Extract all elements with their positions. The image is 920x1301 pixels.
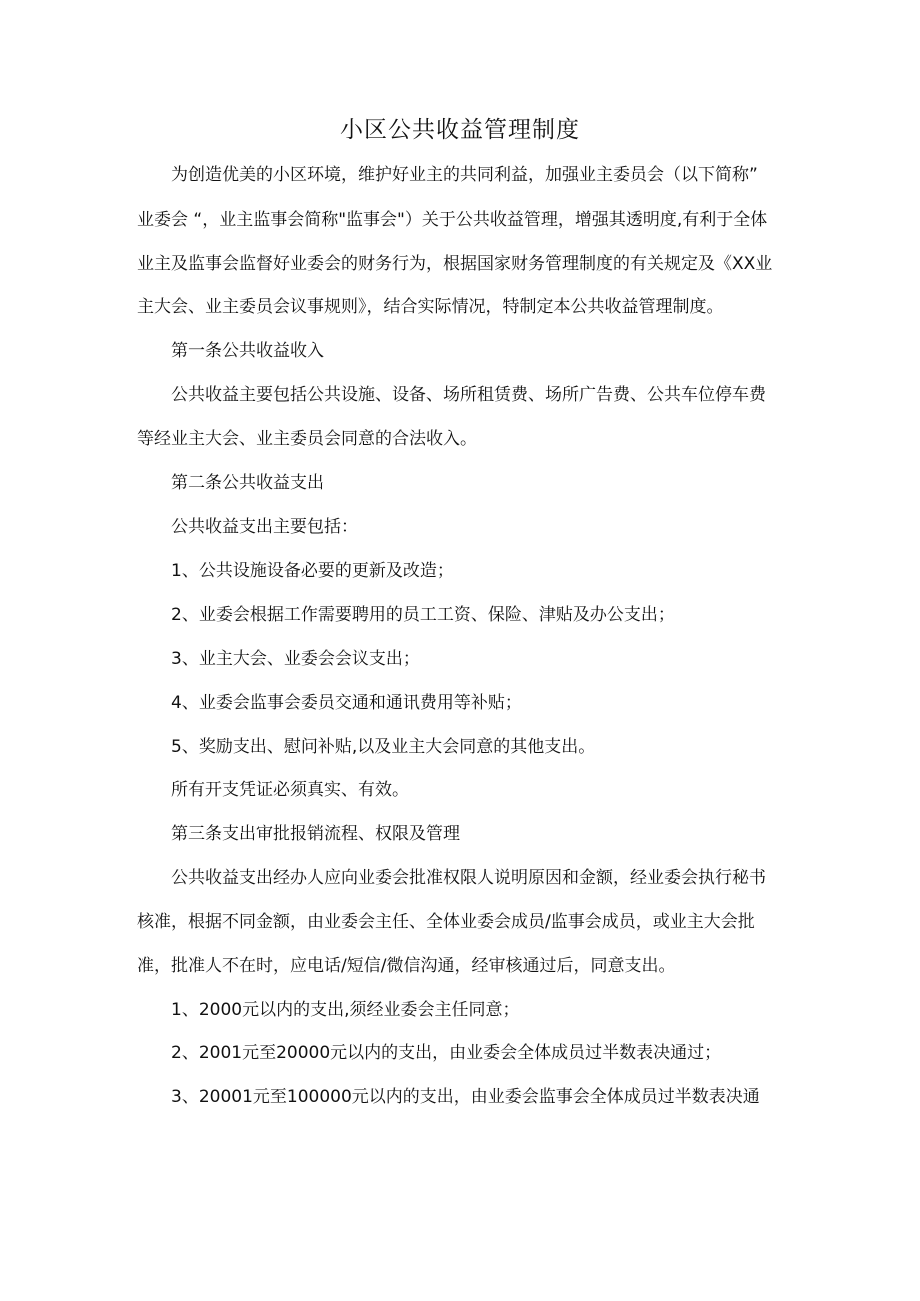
paragraph-line: 公共收益支出主要包括： (171, 517, 358, 537)
article-heading: 第三条支出审批报销流程、权限及管理 (171, 824, 460, 844)
paragraph-line: 为创造优美的小区环境，维护好业主的共同利益，加强业主委员会（以下简称” (171, 165, 758, 185)
paragraph-line: 所有开支凭证必须真实、有效。 (171, 780, 409, 800)
list-item: 4、业委会监事会委员交通和通讯费用等补贴； (171, 693, 522, 713)
list-item: 3、业主大会、业委会会议支出； (171, 649, 420, 669)
paragraph-line: 公共收益主要包括公共设施、设备、场所租赁费、场所广告费、公共车位停车费 (171, 385, 766, 405)
paragraph-line: 准，批准人不在时，应电话/短信/微信沟通，经审核通过后，同意支出。 (137, 956, 676, 976)
list-item: 1、公共设施设备必要的更新及改造； (171, 561, 454, 581)
list-item: 2、2001元至20000元以内的支出，由业委会全体成员过半数表决通过； (171, 1043, 722, 1063)
list-item: 3、20001元至100000元以内的支出，由业委会监事会全体成员过半数表决通 (171, 1087, 760, 1107)
paragraph-line: 业委会 “，业主监事会简称"监事会"）关于公共收益管理，增强其透明度,有利于全体 (137, 210, 768, 230)
paragraph-line: 业主及监事会监督好业委会的财务行为，根据国家财务管理制度的有关规定及《XX业 (137, 254, 773, 274)
paragraph-line: 公共收益支出经办人应向业委会批准权限人说明原因和金额，经业委会执行秘书 (171, 868, 766, 888)
list-item: 2、业委会根据工作需要聘用的员工工资、保险、津贴及办公支出； (171, 605, 675, 625)
paragraph-line: 核准，根据不同金额，由业委会主任、全体业委会成员/监事会成员，或业主大会批 (137, 912, 755, 932)
list-item: 1、2000元以内的支出,须经业委会主任同意； (171, 1000, 520, 1020)
list-item: 5、奖励支出、慰问补贴,以及业主大会同意的其他支出。 (171, 737, 596, 757)
article-heading: 第二条公共收益支出 (171, 473, 324, 493)
document-title: 小区公共收益管理制度 (340, 117, 580, 143)
article-heading: 第一条公共收益收入 (171, 341, 324, 361)
paragraph-line: 等经业主大会、业主委员会同意的合法收入。 (137, 429, 477, 449)
paragraph-line: 主大会、业主委员会议事规则》，结合实际情况，特制定本公共收益管理制度。 (137, 297, 724, 317)
